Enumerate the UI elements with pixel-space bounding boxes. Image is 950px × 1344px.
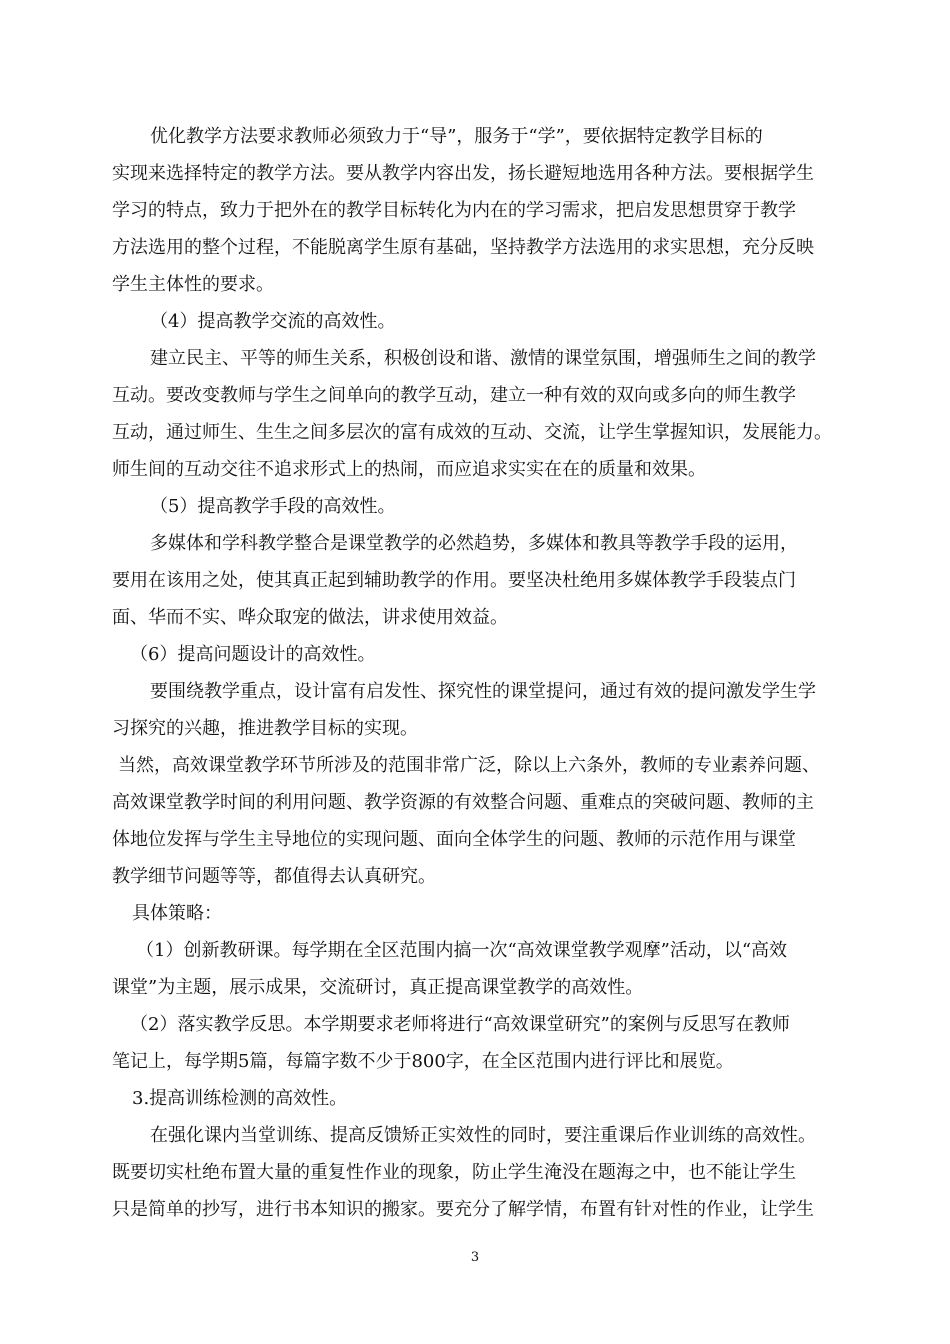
text-line: 互动，通过师生、生生之间多层次的富有成效的互动、交流，让学生掌握知识，发展能力。 bbox=[112, 422, 832, 443]
text-line: 体地位发挥与学生主导地位的实现问题、面向全体学生的问题、教师的示范作用与课堂 bbox=[112, 829, 796, 850]
text-line: 互动。要改变教师与学生之间单向的教学互动，建立一种有效的双向或多向的师生教学 bbox=[112, 385, 796, 406]
text-line: 要围绕教学重点，设计富有启发性、探究性的课堂提问，通过有效的提问激发学生学 bbox=[150, 681, 816, 702]
text-line: 实现来选择特定的教学方法。要从教学内容出发，扬长避短地选用各种方法。要根据学生 bbox=[112, 163, 814, 184]
text-line: 教学细节问题等等，都值得去认真研究。 bbox=[112, 866, 436, 887]
text-line: 方法选用的整个过程，不能脱离学生原有基础，坚持教学方法选用的求实思想，充分反映 bbox=[112, 237, 814, 258]
page-number: 3 bbox=[470, 1250, 480, 1265]
section-heading: （4）提高教学交流的高效性。 bbox=[150, 311, 396, 332]
text-line: 师生间的互动交往不追求形式上的热闹，而应追求实实在在的质量和效果。 bbox=[112, 459, 706, 480]
text-line: 高效课堂教学时间的利用问题、教学资源的有效整合问题、重难点的突破问题、教师的主 bbox=[112, 792, 814, 813]
text-line: 课堂”为主题，展示成果，交流研讨，真正提高课堂教学的高效性。 bbox=[112, 977, 644, 998]
section-heading: （5）提高教学手段的高效性。 bbox=[150, 496, 396, 517]
text-line: 当然，高效课堂教学环节所涉及的范围非常广泛，除以上六条外，教师的专业素养问题、 bbox=[118, 755, 820, 776]
section-heading: 具体策略： bbox=[132, 903, 222, 924]
text-line: 只是简单的抄写，进行书本知识的搬家。要充分了解学情，布置有针对性的作业，让学生 bbox=[112, 1199, 814, 1220]
section-heading: 3.提高训练检测的高效性。 bbox=[132, 1088, 348, 1109]
text-line: 在强化课内当堂训练、提高反馈矫正实效性的同时，要注重课后作业训练的高效性。 bbox=[150, 1125, 816, 1146]
text-line: 既要切实杜绝布置大量的重复性作业的现象，防止学生淹没在题海之中，也不能让学生 bbox=[112, 1162, 796, 1183]
text-line: （2）落实教学反思。本学期要求老师将进行“高效课堂研究”的案例与反思写在教师 bbox=[130, 1014, 790, 1035]
text-line: 习探究的兴趣，推进教学目标的实现。 bbox=[112, 718, 418, 739]
text-line: 要用在该用之处，使其真正起到辅助教学的作用。要坚决杜绝用多媒体教学手段装点门 bbox=[112, 570, 796, 591]
text-line: 建立民主、平等的师生关系，积极创设和谐、激情的课堂氛围，增强师生之间的教学 bbox=[150, 348, 816, 369]
text-line: 学生主体性的要求。 bbox=[112, 274, 274, 295]
text-line: 面、华而不实、哗众取宠的做法，讲求使用效益。 bbox=[112, 607, 508, 628]
text-line: 优化教学方法要求教师必须致力于“导”，服务于“学”，要依据特定教学目标的 bbox=[150, 126, 763, 147]
text-line: 多媒体和学科教学整合是课堂教学的必然趋势，多媒体和教具等教学手段的运用， bbox=[150, 533, 798, 554]
text-line: 笔记上，每学期5篇，每篇字数不少于800字，在全区范围内进行评比和展览。 bbox=[112, 1051, 734, 1072]
section-heading: （6）提高问题设计的高效性。 bbox=[130, 644, 376, 665]
text-line: （1）创新教研课。每学期在全区范围内搞一次“高效课堂教学观摩”活动，以“高效 bbox=[136, 940, 788, 961]
text-line: 学习的特点，致力于把外在的教学目标转化为内在的学习需求，把启发思想贯穿于教学 bbox=[112, 200, 796, 221]
